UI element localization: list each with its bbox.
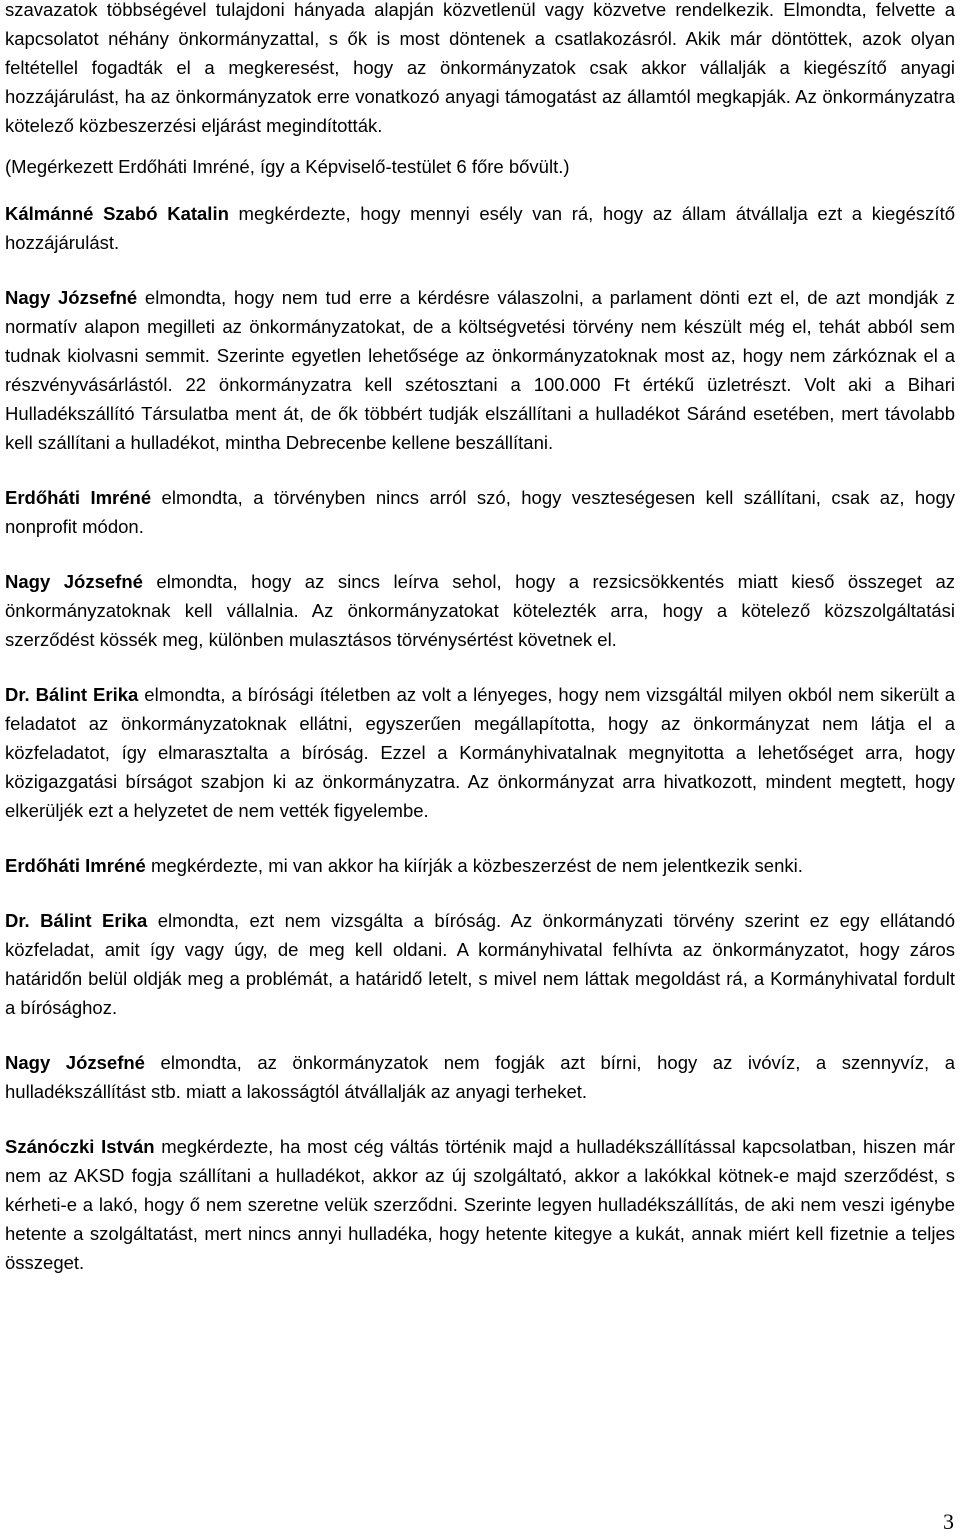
paragraph-text: (Megérkezett Erdőháti Imréné, így a Képviselő-testület 6 főre bővült.) [5, 156, 570, 177]
paragraph-statement [5, 1132, 955, 1277]
speaker-name: Erdőháti Imréné [5, 855, 146, 876]
speaker-name: Dr. Bálint Erika [5, 684, 139, 705]
speaker-name: Erdőháti Imréné [5, 487, 152, 508]
document-page [5, 0, 955, 1303]
speaker-name: Kálmánné Szabó Katalin [5, 203, 229, 224]
paragraph-statement [5, 906, 955, 1022]
paragraph-text: elmondta, a törvényben nincs arról szó, hogy veszteségesen kell szállítani, csak az, hogy nonprofit módon. [5, 487, 956, 537]
paragraph-statement [5, 199, 955, 257]
page-number: 3 [943, 1509, 954, 1534]
paragraph-intro [5, 0, 955, 140]
paragraph-arrival-note [5, 152, 955, 181]
paragraph-statement [5, 680, 955, 825]
speaker-name: Szánóczki István [5, 1136, 155, 1157]
speaker-name: Dr. Bálint Erika [5, 910, 148, 931]
paragraph-text: megkérdezte, mi van akkor ha kiírják a közbeszerzést de nem jelentkezik senki. [145, 855, 803, 876]
paragraph-text: elmondta, ezt nem vizsgálta a bíróság. Az önkormányzati törvény szerint ez egy ellátandó közfeladat, amit így vagy úgy, de meg kell oldani. A kormányhivatal felhívta az önkormányzatot, hogy záros határidőn belül oldják meg a problémát, a határidő letelt, s mivel nem láttak megoldást rá, a Kormányhivatal fordult a bírósághoz. [5, 910, 955, 1018]
paragraph-text: elmondta, az önkormányzatok nem fogják azt bírni, hogy az ivóvíz, a szennyvíz, a hulladékszállítást stb. miatt a lakosságtól átvállalják az anyagi terheket. [5, 1052, 955, 1102]
paragraph-text: elmondta, a bírósági ítéletben az volt a lényeges, hogy nem vizsgáltál milyen okból nem sikerült a feladatot az önkormányzatoknak ellátni, egyszerűen megállapította, hogy az önkormányzat nem látja el a közfeladatot, így elmarasztalta a bíróság. Ezzel a Kormányhivatalnak megnyitotta a lehetőséget arra, hogy közigazgatási bírságot szabjon ki az önkormányzatra. Az önkormányzat arra hivatkozott, mindent megtett, hogy elkerüljék ezt a helyzetet de nem vették figyelembe. [5, 684, 956, 821]
speaker-name: Nagy Józsefné [5, 1052, 145, 1073]
paragraph-text: megkérdezte, ha most cég váltás történik majd a hulladékszállítással kapcsolatban, hiszen már nem az AKSD fogja szállítani a hulladékot, akkor az új szolgáltató, akkor a lakókkal kötnek-e majd szerződést, s kérheti-e a lakó, hogy ő nem szeretne velük szerződni. Szerinte legyen hulladékszállítás, de aki nem veszi igénybe hetente a szolgáltatást, mert nincs annyi hulladéka, hogy hetente kitegye a kukát, annak miért kell fizetnie a teljes összeget. [5, 1136, 956, 1273]
paragraph-statement [5, 1048, 955, 1106]
paragraph-text: elmondta, hogy nem tud erre a kérdésre válaszolni, a parlament dönti ezt el, de azt mondják z normatív alapon megilleti az önkormányzatokat, de a költségvetési törvény nem készült még el, tehát abból sem tudnak kiolvasni semmit. Szerinte egyetlen lehetősége az önkormányzatoknak most az, hogy nem zárkóznak el a részvényvásárlástól. 22 önkormányzatra kell szétosztani a 100.000 Ft értékű üzletrészt. Volt aki a Bihari Hulladékszállító Társulatba ment át, de ők többért tudják elszállítani a hulladékot Sáránd esetében, mert távolabb kell szállítani a hulladékot, mintha Debrecenbe kellene beszállítani. [5, 287, 955, 453]
speaker-name: Nagy Józsefné [5, 571, 143, 592]
speaker-name: Nagy Józsefné [5, 287, 138, 308]
paragraph-statement [5, 851, 955, 880]
paragraph-text: elmondta, hogy az sincs leírva sehol, hogy a rezsicsökkentés miatt kieső összeget az önkormányzatoknak kell vállalnia. Az önkormányzatokat kötelezték arra, hogy a kötelező közszolgáltatási szerződést kössék meg, különben mulasztásos törvénysértést követnek el. [5, 571, 956, 650]
paragraph-text: szavazatok többségével tulajdoni hányada alapján közvetlenül vagy közvetve rendelkezik. Elmondta, felvette a kapcsolatot néhány önkormányzattal, s ők is most döntenek a csatlakozásról. Akik már döntöttek, azok olyan feltétellel fogadták el a megkeresést, hogy az önkormányzatok csak akkor vállalják a kiegészítő anyagi hozzájárulást, ha az önkormányzatok erre vonatkozó anyagi támogatást az államtól megkapják. Az önkormányzatra kötelező közbeszerzési eljárást megindították. [5, 0, 955, 136]
paragraph-statement [5, 483, 955, 541]
paragraph-text: megkérdezte, hogy mennyi esély van rá, hogy az állam átvállalja ezt a kiegészítő hozzájárulást. [5, 203, 955, 253]
paragraph-statement [5, 283, 955, 457]
paragraph-statement [5, 567, 955, 654]
